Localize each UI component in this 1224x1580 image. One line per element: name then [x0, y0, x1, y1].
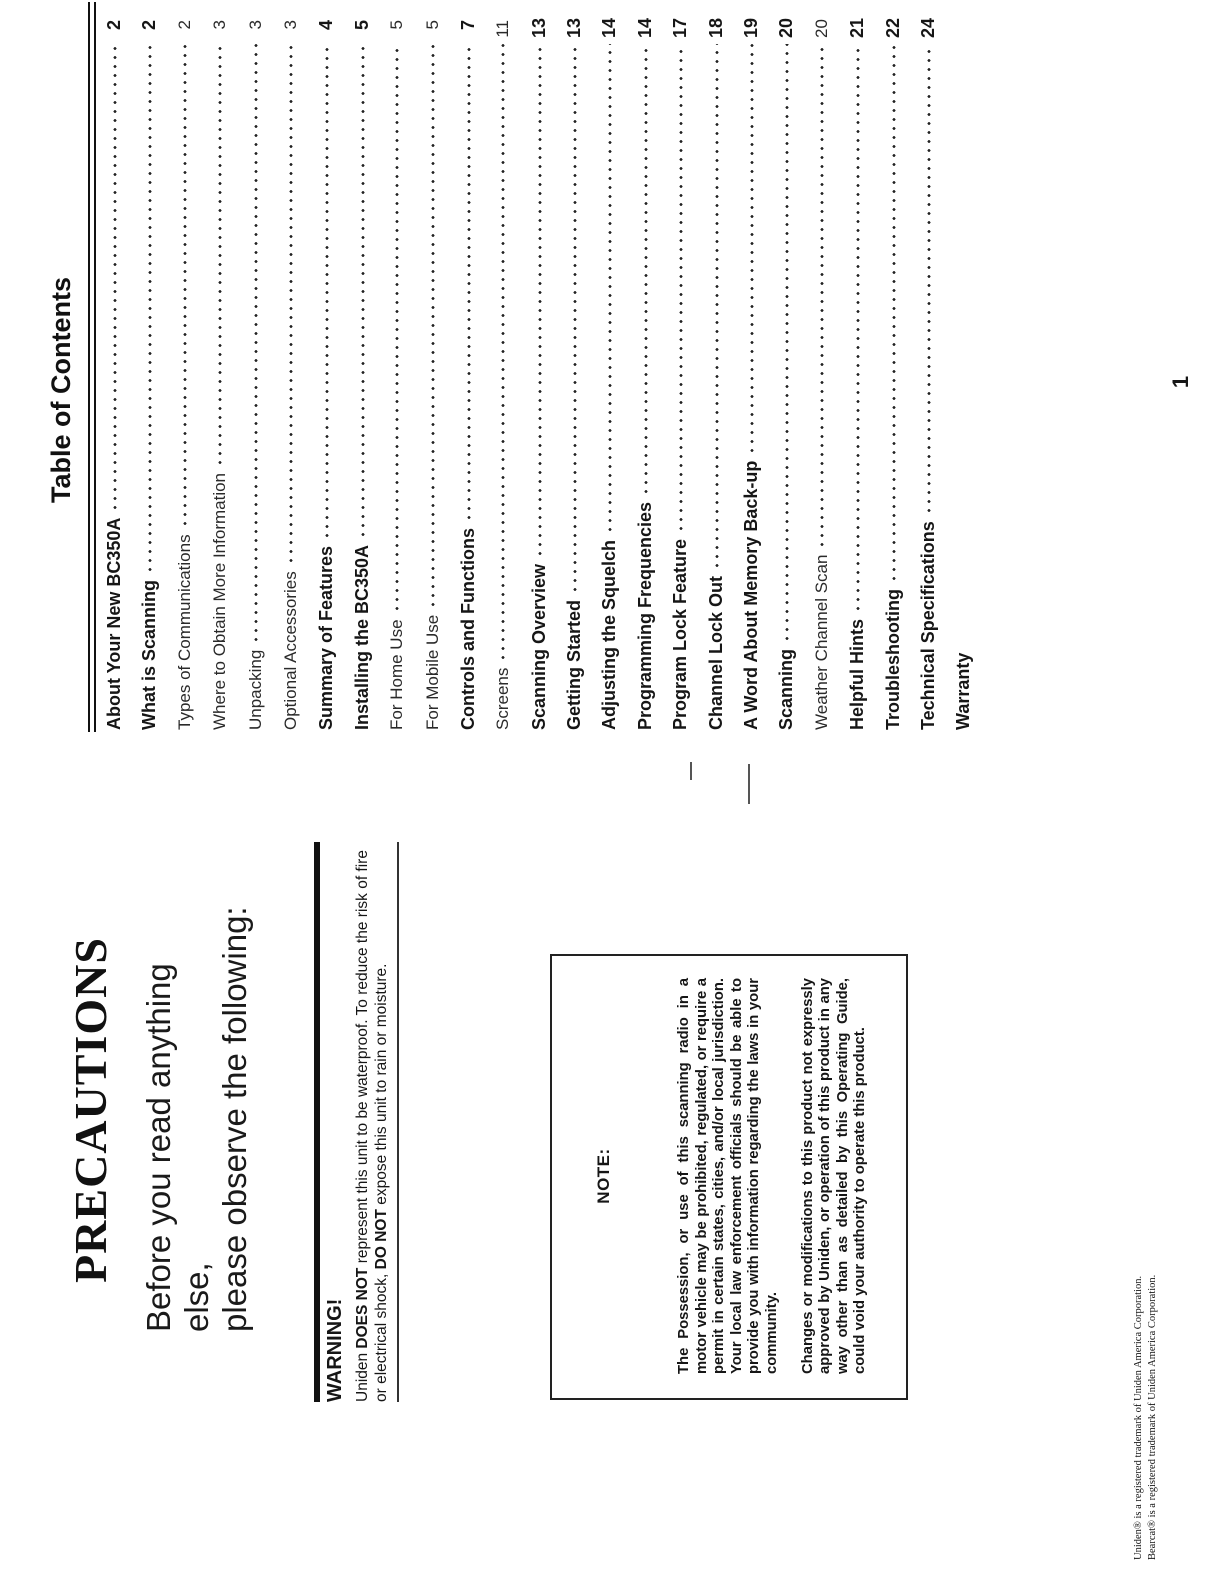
toc-entry-page: 18: [705, 17, 726, 38]
toc-dot-leader: [254, 44, 258, 644]
toc-dot-leader: [148, 44, 152, 574]
warning-text-part: expose this unit to rain or moisture.: [373, 963, 390, 1210]
warning-text: [353, 842, 391, 1402]
toc-dot-leader: [856, 44, 860, 613]
toc-entry-label: Program Lock Feature: [670, 538, 691, 730]
toc-entry-label: About Your New BC350A: [104, 517, 124, 730]
toc-entry-page: 5: [422, 20, 442, 30]
toc-entry: [599, 17, 634, 730]
toc-entry: [246, 20, 281, 730]
note-paragraph-possession: The Possession, or use of this scanning radio in a motor vehicle may be prohibited, regulated, or require a permit in certain states, cities, and/or local jurisdiction. Your local law enforcement officials should be able to provide you with information regarding the laws in your community.: [676, 978, 780, 1374]
toc-dot-leader: [218, 44, 222, 467]
toc-entry-label: Programming Frequencies: [634, 501, 655, 730]
toc-entry-page: 11: [493, 20, 513, 38]
toc-entry-page: 4: [316, 20, 337, 31]
toc-entry-label: Scanning: [776, 648, 797, 730]
warning-heading: WARNING!: [324, 1298, 346, 1402]
toc-entry-label: Channel Lock Out: [705, 575, 726, 730]
toc-entry: [493, 20, 528, 730]
toc-title: Table of Contents: [46, 277, 76, 503]
toc-entry: [564, 17, 599, 730]
toc-dot-leader: [467, 44, 471, 522]
toc-dot-leader: [750, 44, 754, 455]
toc-entry-label: Troubleshooting: [882, 589, 903, 730]
toc-entry-page: 7: [457, 20, 478, 31]
toc-dot-leader: [892, 44, 896, 583]
toc-entry-label: What is Scanning: [139, 579, 160, 730]
toc-entry-page: 5: [351, 20, 372, 31]
toc-dot-leader: [820, 44, 824, 549]
toc-entry: [316, 20, 351, 730]
toc-title-rule: [94, 2, 96, 732]
toc-entry: [847, 17, 882, 730]
toc-entry-page: 14: [634, 17, 655, 38]
toc-entry-label: Getting Started: [564, 599, 585, 730]
toc-entry-label: Unpacking: [245, 649, 265, 730]
trademark-uniden: Uniden® is a registered trademark of Uniden America Corporation.: [1133, 1275, 1144, 1560]
precautions-intro: [140, 892, 254, 1332]
toc-entry: [281, 20, 316, 730]
page-number: 1: [1168, 375, 1193, 389]
intro-line-2: please observe the following:: [216, 906, 253, 1332]
toc-entry: [352, 20, 387, 730]
note-box: [550, 954, 908, 1400]
warning-text-part: Uniden: [354, 1348, 371, 1402]
toc-entry-page: 5: [387, 20, 407, 30]
toc-entry-label: Scanning Overview: [528, 563, 549, 730]
toc-dot-leader: [289, 44, 293, 565]
warning-box: [314, 842, 399, 1402]
toc-entry-page: 13: [564, 17, 585, 38]
toc-entry-label: Adjusting the Squelch: [599, 539, 620, 730]
warning-emphasis: DO NOT: [373, 1209, 390, 1270]
toc-entry-label: Helpful Hints: [847, 619, 868, 730]
toc-entry-page: 24: [917, 17, 938, 38]
toc-entry: [210, 20, 245, 730]
trademark-footnotes: [1132, 1000, 1160, 1560]
toc-entry-label: Summary of Features: [316, 545, 337, 730]
toc-entry-page: 2: [139, 20, 160, 31]
toc-entry-label: Optional Accessories: [280, 571, 300, 730]
toc-entry: [528, 17, 564, 730]
toc-entry-page: 3: [245, 20, 265, 30]
toc-entry-page: 2: [104, 20, 124, 31]
toc-dot-leader: [501, 44, 505, 662]
warning-emphasis: DOES NOT: [354, 1267, 371, 1349]
toc-entry-page: 3: [280, 20, 300, 30]
note-paragraph-modifications: Changes or modifications to this product not expressly approved by Uniden, or operation of this product in any way other than as detailed by this Operating Guide, could void your authority to operate this product.: [799, 978, 869, 1374]
toc-dot-leader: [785, 44, 789, 643]
toc-entry-page: 22: [882, 17, 903, 38]
toc-entry-page: 13: [528, 17, 549, 38]
toc-entry-label: Screens: [493, 667, 513, 730]
toc-entry: [104, 20, 139, 730]
precautions-page: [0, 790, 1224, 1580]
scan-mark: [748, 764, 750, 804]
precautions-title: PRECAUTIONS: [65, 937, 116, 1283]
toc-dot-leader: [679, 44, 683, 533]
warning-text-part: represent this unit to be waterproof. To reduce the risk of fire or electrical shock,: [354, 850, 390, 1402]
toc-entry: [175, 20, 210, 730]
toc-list: [104, 17, 989, 730]
toc-entry-label: Warranty: [953, 652, 974, 730]
toc-entry-label: For Mobile Use: [422, 614, 442, 730]
toc-dot-leader: [538, 44, 542, 558]
toc-entry-label: Controls and Functions: [457, 528, 478, 730]
toc-dot-leader: [431, 44, 435, 609]
toc-entry-label: Where to Obtain More Information: [210, 472, 230, 730]
toc-entry-page: 21: [847, 17, 868, 38]
toc-entry-label: A Word About Memory Back-up: [741, 460, 762, 730]
toc-entry-label: Technical Specifications: [917, 521, 938, 730]
toc-entry-page: 20: [811, 19, 831, 38]
toc-dot-leader: [715, 44, 719, 570]
toc-entry: [139, 20, 174, 730]
toc-dot-leader: [361, 44, 365, 539]
toc-entry: [917, 17, 953, 730]
toc-dot-leader: [395, 44, 399, 613]
toc-entry-page: 2: [174, 20, 194, 30]
toc-entry-page: 14: [599, 17, 620, 38]
toc-entry: [741, 17, 776, 730]
toc-entry-page: 17: [670, 17, 691, 38]
trademark-bearcat: Bearcat® is a registered trademark of Uniden America Corporation.: [1147, 1274, 1158, 1560]
toc-entry: [423, 20, 458, 730]
toc-dot-leader: [927, 44, 931, 515]
toc-entry-label: Weather Channel Scan: [811, 554, 831, 730]
toc-entry: [812, 20, 847, 730]
toc-entry-page: 20: [776, 17, 797, 38]
toc-entry: [634, 17, 670, 730]
toc-entry: [776, 17, 811, 730]
toc-entry: [387, 20, 422, 730]
toc-dot-leader: [608, 44, 612, 534]
toc-entry: [705, 17, 741, 730]
toc-entry: [458, 20, 493, 730]
intro-line-1: Before you read anything else,: [140, 963, 215, 1332]
toc-dot-leader: [644, 44, 648, 496]
toc-entry-label: Installing the BC350A: [351, 544, 372, 730]
toc-entry: [882, 17, 918, 730]
note-heading: NOTE:: [594, 1148, 613, 1204]
toc-entry: [670, 17, 705, 730]
toc-entry-page: 3: [210, 20, 230, 30]
toc-entry-page: 19: [741, 17, 762, 38]
toc-entry-label: Types of Communications: [174, 534, 194, 730]
toc-dot-leader: [183, 44, 187, 528]
toc-dot-leader: [573, 44, 577, 594]
toc-entry-label: For Home Use: [387, 619, 407, 730]
toc-entry: [953, 20, 988, 730]
toc-dot-leader: [113, 44, 117, 512]
toc-title-rule: [88, 2, 90, 732]
scan-mark: [690, 762, 692, 780]
toc-dot-leader: [325, 44, 329, 540]
